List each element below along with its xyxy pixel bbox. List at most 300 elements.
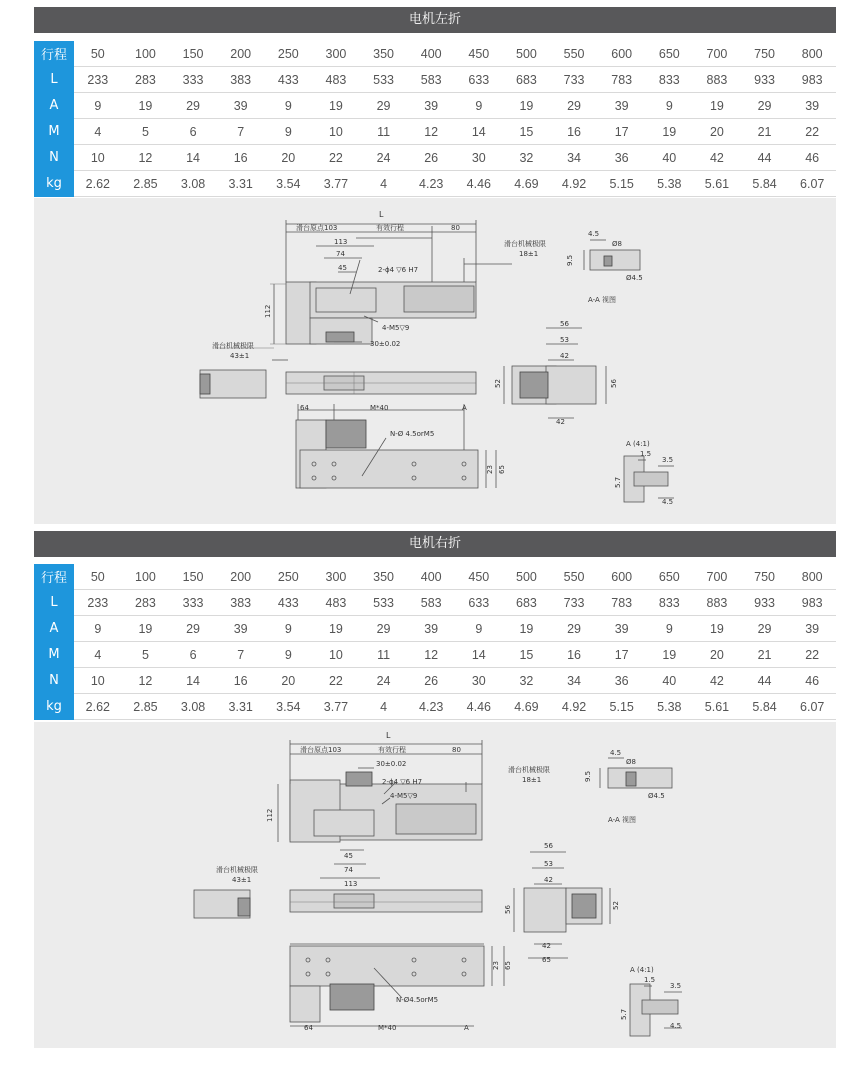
dimension-label: 3.5 [670, 982, 682, 990]
table-row [34, 590, 836, 616]
a-detail [620, 966, 682, 1036]
table-cell: 14 [169, 145, 217, 171]
dimension-label: 9.5 [566, 254, 574, 266]
row-header: N [34, 145, 74, 171]
table-cell: 10 [312, 119, 360, 145]
table-cell: 19 [122, 616, 170, 642]
table-cell: 733 [550, 590, 598, 616]
dimension-label: 30±0.02 [376, 760, 407, 768]
table-cell: 550 [550, 564, 598, 590]
table-cell: 17 [598, 642, 646, 668]
table-cell: 4.92 [550, 171, 598, 197]
dimension-label: 74 [336, 250, 345, 258]
table-cell: 450 [455, 41, 503, 67]
table-row [34, 694, 836, 720]
table-cell: 733 [550, 67, 598, 93]
table-cell: 7 [217, 642, 265, 668]
table-cell: 383 [217, 67, 265, 93]
dimension-label: 56 [610, 379, 618, 388]
table-cell: 400 [407, 564, 455, 590]
table-cell: 4.69 [503, 171, 551, 197]
a-detail [614, 440, 674, 506]
dimension-label: 113 [334, 238, 348, 246]
dimension-label: 有效行程 [378, 746, 406, 754]
table-cell: 4.46 [455, 694, 503, 720]
dimension-label: 18±1 [522, 776, 542, 784]
table-cell: 5.38 [646, 171, 694, 197]
dimension-label: 30±0.02 [370, 340, 401, 348]
dimension-label: 113 [344, 880, 358, 888]
table-cell: 16 [217, 668, 265, 694]
table-cell: 650 [646, 41, 694, 67]
table-cell: 29 [741, 616, 789, 642]
row-header: L [34, 590, 74, 616]
dimension-label: 45 [338, 264, 347, 272]
table-row [34, 119, 836, 145]
table-cell: 10 [74, 145, 122, 171]
table-cell: 3.54 [265, 694, 313, 720]
row-header: 行程 [34, 41, 74, 67]
dimension-label: M*40 [370, 404, 389, 412]
table-cell: 22 [312, 145, 360, 171]
dimension-label: 4.5 [662, 498, 674, 506]
table-cell: 783 [598, 67, 646, 93]
table-cell: 46 [788, 145, 836, 171]
bottom-view [290, 944, 512, 1032]
table-cell: 4.23 [407, 694, 455, 720]
table-cell: 5.38 [646, 694, 694, 720]
table-cell: 3.31 [217, 694, 265, 720]
dimension-label: 4-M5▽9 [382, 324, 410, 332]
table-cell: 19 [312, 93, 360, 119]
dimension-label: L [379, 210, 384, 219]
table-cell: 14 [455, 119, 503, 145]
table-cell: 983 [788, 67, 836, 93]
dimension-label: 2-ϕ4 ▽6 H7 [378, 266, 419, 274]
table-cell: 39 [598, 93, 646, 119]
table-cell: 46 [788, 668, 836, 694]
table-cell: 17 [598, 119, 646, 145]
dimension-label: 滑台机械极限 [508, 766, 550, 774]
table-cell: 5 [122, 119, 170, 145]
table-cell: 14 [455, 642, 503, 668]
row-header: kg [34, 694, 74, 720]
dimension-label: 滑台原点103 [300, 746, 342, 754]
dimension-label: Ø4.5 [648, 792, 665, 800]
dimension-label: 52 [612, 901, 620, 910]
table-cell: 283 [122, 590, 170, 616]
dimension-label: N-Ø 4.5orM5 [390, 430, 435, 438]
table-cell: 750 [741, 564, 789, 590]
table-cell: 19 [312, 616, 360, 642]
table-cell: 6.07 [788, 694, 836, 720]
table-cell: 12 [122, 668, 170, 694]
table-cell: 16 [217, 145, 265, 171]
dimension-label: 65 [504, 961, 512, 970]
table-cell: 2.85 [122, 694, 170, 720]
table-cell: 233 [74, 67, 122, 93]
table-cell: 5.61 [693, 694, 741, 720]
table-cell: 16 [550, 119, 598, 145]
table-cell: 333 [169, 67, 217, 93]
table-cell: 683 [503, 67, 551, 93]
table-cell: 3.31 [217, 171, 265, 197]
table-cell: 933 [741, 590, 789, 616]
table-cell: 250 [265, 41, 313, 67]
dimension-label: 5.7 [620, 1008, 628, 1020]
dimension-label: 23 [492, 961, 500, 970]
dimension-label: 滑台原点103 [296, 224, 338, 232]
table-cell: 750 [741, 41, 789, 67]
table-cell: 983 [788, 590, 836, 616]
table-cell: 5.84 [741, 694, 789, 720]
table-cell: 200 [217, 564, 265, 590]
table-cell: 283 [122, 67, 170, 93]
table-cell: 20 [265, 668, 313, 694]
table-cell: 30 [455, 145, 503, 171]
dimension-label: 112 [266, 808, 274, 822]
table-cell: 633 [455, 67, 503, 93]
table-cell: 29 [360, 93, 408, 119]
section-title-left-fold: 电机左折 [34, 7, 836, 33]
table-cell: 9 [265, 93, 313, 119]
side-view [194, 890, 482, 918]
aa-view [566, 230, 643, 304]
table-cell: 42 [693, 145, 741, 171]
table-cell: 12 [407, 119, 455, 145]
dimension-label: 45 [344, 852, 353, 860]
end-view [504, 842, 620, 964]
table-cell: 39 [407, 93, 455, 119]
table-cell: 4 [74, 642, 122, 668]
table-cell: 22 [788, 119, 836, 145]
table-cell: 21 [741, 642, 789, 668]
dimension-label: M*40 [378, 1024, 397, 1032]
dimension-label: 4-M5▽9 [390, 792, 418, 800]
aa-view [584, 749, 672, 824]
row-header: A [34, 93, 74, 119]
table-cell: 15 [503, 642, 551, 668]
table-cell: 9 [265, 119, 313, 145]
table-cell: 20 [693, 642, 741, 668]
dimension-label: 64 [304, 1024, 313, 1032]
table-cell: 39 [788, 616, 836, 642]
table-cell: 483 [312, 590, 360, 616]
table-cell: 150 [169, 41, 217, 67]
table-cell: 583 [407, 67, 455, 93]
dimension-label: Ø8 [612, 240, 622, 248]
table-cell: 29 [550, 93, 598, 119]
table-cell: 14 [169, 668, 217, 694]
table-cell: 433 [265, 67, 313, 93]
table-cell: 2.85 [122, 171, 170, 197]
table-cell: 7 [217, 119, 265, 145]
dimension-label: 42 [560, 352, 569, 360]
dimension-label: 1.5 [640, 450, 652, 458]
row-header: 行程 [34, 564, 74, 590]
table-cell: 483 [312, 67, 360, 93]
table-row [34, 41, 836, 67]
table-cell: 6.07 [788, 171, 836, 197]
table-cell: 9 [74, 616, 122, 642]
table-cell: 633 [455, 590, 503, 616]
table-cell: 15 [503, 119, 551, 145]
dimension-label: 56 [544, 842, 553, 850]
dimension-label: 23 [486, 465, 494, 474]
table-cell: 32 [503, 145, 551, 171]
table-cell: 5.15 [598, 171, 646, 197]
table-cell: 40 [646, 145, 694, 171]
table-cell: 383 [217, 590, 265, 616]
table-cell: 36 [598, 145, 646, 171]
table-cell: 50 [74, 41, 122, 67]
table-cell: 22 [312, 668, 360, 694]
table-cell: 433 [265, 590, 313, 616]
dimension-label: A [464, 1024, 469, 1032]
table-cell: 533 [360, 67, 408, 93]
table-cell: 3.54 [265, 171, 313, 197]
table-cell: 4.69 [503, 694, 551, 720]
dimension-label: 2-ϕ4 ▽6 H7 [382, 778, 423, 786]
table-cell: 12 [122, 145, 170, 171]
table-cell: 39 [217, 616, 265, 642]
table-cell: 19 [646, 119, 694, 145]
dimension-label: 56 [560, 320, 569, 328]
table-cell: 5 [122, 642, 170, 668]
table-cell: 24 [360, 668, 408, 694]
table-cell: 20 [693, 119, 741, 145]
table-cell: 800 [788, 41, 836, 67]
dimension-label: 43±1 [232, 876, 252, 884]
table-row [34, 93, 836, 119]
table-cell: 29 [550, 616, 598, 642]
table-cell: 883 [693, 590, 741, 616]
table-cell: 19 [646, 642, 694, 668]
dimension-label: 滑台机械极限 [216, 866, 258, 874]
table-cell: 12 [407, 642, 455, 668]
technical-drawing-right-fold [34, 722, 836, 1048]
row-header: kg [34, 171, 74, 197]
row-header: M [34, 642, 74, 668]
table-cell: 100 [122, 41, 170, 67]
table-cell: 19 [693, 616, 741, 642]
table-cell: 9 [265, 616, 313, 642]
table-cell: 26 [407, 668, 455, 694]
table-cell: 700 [693, 564, 741, 590]
drawing-panel-left-fold [34, 198, 836, 524]
table-cell: 600 [598, 564, 646, 590]
table-cell: 11 [360, 642, 408, 668]
side-view [200, 370, 476, 398]
table-cell: 5.61 [693, 171, 741, 197]
table-cell: 4 [360, 694, 408, 720]
table-cell: 24 [360, 145, 408, 171]
table-cell: 783 [598, 590, 646, 616]
table-cell: 39 [598, 616, 646, 642]
dimension-label: 112 [264, 304, 272, 318]
dimension-label: A-A 视图 [588, 296, 617, 304]
table-cell: 39 [788, 93, 836, 119]
table-cell: 350 [360, 564, 408, 590]
dimension-label: 65 [498, 465, 506, 474]
table-cell: 933 [741, 67, 789, 93]
dimension-label: 4.5 [670, 1022, 682, 1030]
table-cell: 200 [217, 41, 265, 67]
dimension-label: 53 [560, 336, 569, 344]
row-header: M [34, 119, 74, 145]
table-cell: 100 [122, 564, 170, 590]
table-cell: 2.62 [74, 694, 122, 720]
table-cell: 26 [407, 145, 455, 171]
dimension-label: Ø8 [626, 758, 636, 766]
table-cell: 700 [693, 41, 741, 67]
dimension-label: A-A 视图 [608, 816, 637, 824]
table-cell: 300 [312, 41, 360, 67]
section-title-right-fold: 电机右折 [34, 531, 836, 557]
table-cell: 2.62 [74, 171, 122, 197]
table-cell: 44 [741, 668, 789, 694]
dimension-label: A [462, 404, 467, 412]
table-cell: 9 [265, 642, 313, 668]
table-row [34, 616, 836, 642]
dimension-label: 1.5 [644, 976, 656, 984]
table-cell: 10 [312, 642, 360, 668]
table-cell: 583 [407, 590, 455, 616]
table-cell: 30 [455, 668, 503, 694]
table-cell: 9 [455, 616, 503, 642]
dimension-label: Ø4.5 [626, 274, 643, 282]
table-cell: 34 [550, 145, 598, 171]
table-cell: 36 [598, 668, 646, 694]
table-cell: 6 [169, 642, 217, 668]
table-cell: 40 [646, 668, 694, 694]
table-cell: 22 [788, 642, 836, 668]
dimension-label: N-Ø4.5orM5 [396, 996, 439, 1004]
table-cell: 650 [646, 564, 694, 590]
table-cell: 39 [217, 93, 265, 119]
table-cell: 34 [550, 668, 598, 694]
dimension-label: 3.5 [662, 456, 674, 464]
table-cell: 19 [122, 93, 170, 119]
table-cell: 19 [503, 93, 551, 119]
dimension-label: 42 [556, 418, 565, 426]
dimension-label: 滑台机械极限 [504, 240, 546, 248]
table-row [34, 171, 836, 197]
dimension-label: 74 [344, 866, 353, 874]
table-cell: 300 [312, 564, 360, 590]
top-view [212, 210, 546, 360]
table-cell: 9 [646, 616, 694, 642]
table-cell: 4.92 [550, 694, 598, 720]
table-cell: 9 [646, 93, 694, 119]
table-cell: 39 [407, 616, 455, 642]
dimension-label: 滑台机械极限 [212, 342, 254, 350]
bottom-view [296, 404, 506, 488]
table-cell: 533 [360, 590, 408, 616]
dimension-label: 65 [542, 956, 551, 964]
table-cell: 3.77 [312, 694, 360, 720]
dimension-label: 80 [452, 746, 461, 754]
table-cell: 3.08 [169, 694, 217, 720]
table-cell: 550 [550, 41, 598, 67]
table-cell: 833 [646, 67, 694, 93]
end-view [494, 320, 618, 426]
table-cell: 4.23 [407, 171, 455, 197]
row-header: N [34, 668, 74, 694]
table-cell: 42 [693, 668, 741, 694]
table-cell: 450 [455, 564, 503, 590]
table-row [34, 564, 836, 590]
dimension-label: 42 [544, 876, 553, 884]
table-cell: 9 [74, 93, 122, 119]
table-row [34, 668, 836, 694]
table-row [34, 642, 836, 668]
table-cell: 3.08 [169, 171, 217, 197]
table-cell: 9 [455, 93, 503, 119]
table-cell: 32 [503, 668, 551, 694]
table-cell: 19 [693, 93, 741, 119]
table-cell: 150 [169, 564, 217, 590]
table-cell: 10 [74, 668, 122, 694]
table-cell: 800 [788, 564, 836, 590]
dimension-label: 有效行程 [376, 224, 404, 232]
table-cell: 29 [169, 93, 217, 119]
table-cell: 350 [360, 41, 408, 67]
table-cell: 500 [503, 41, 551, 67]
table-cell: 4 [74, 119, 122, 145]
dimension-label: 18±1 [519, 250, 539, 258]
table-cell: 16 [550, 642, 598, 668]
dimension-label: 52 [494, 379, 502, 388]
table-cell: 29 [360, 616, 408, 642]
table-cell: 683 [503, 590, 551, 616]
table-cell: 233 [74, 590, 122, 616]
table-cell: 29 [741, 93, 789, 119]
table-row [34, 145, 836, 171]
row-header: L [34, 67, 74, 93]
dimension-label: A (4:1) [626, 440, 650, 448]
table-cell: 19 [503, 616, 551, 642]
table-cell: 400 [407, 41, 455, 67]
dimension-label: 53 [544, 860, 553, 868]
dimension-label: 4.5 [610, 749, 622, 757]
table-cell: 29 [169, 616, 217, 642]
dimension-label: 64 [300, 404, 309, 412]
table-cell: 333 [169, 590, 217, 616]
spec-table-right-fold [34, 564, 836, 720]
spec-table-left-fold [34, 41, 836, 197]
drawing-panel-right-fold [34, 722, 836, 1048]
table-cell: 5.84 [741, 171, 789, 197]
top-view [216, 731, 550, 888]
row-header: A [34, 616, 74, 642]
table-cell: 500 [503, 564, 551, 590]
table-cell: 50 [74, 564, 122, 590]
table-cell: 4 [360, 171, 408, 197]
dimension-label: 4.5 [588, 230, 600, 238]
table-cell: 11 [360, 119, 408, 145]
table-cell: 6 [169, 119, 217, 145]
dimension-label: 80 [451, 224, 460, 232]
table-cell: 4.46 [455, 171, 503, 197]
table-cell: 833 [646, 590, 694, 616]
table-cell: 250 [265, 564, 313, 590]
table-cell: 5.15 [598, 694, 646, 720]
technical-drawing-left-fold [34, 198, 836, 524]
table-cell: 600 [598, 41, 646, 67]
table-row [34, 67, 836, 93]
table-cell: 3.77 [312, 171, 360, 197]
